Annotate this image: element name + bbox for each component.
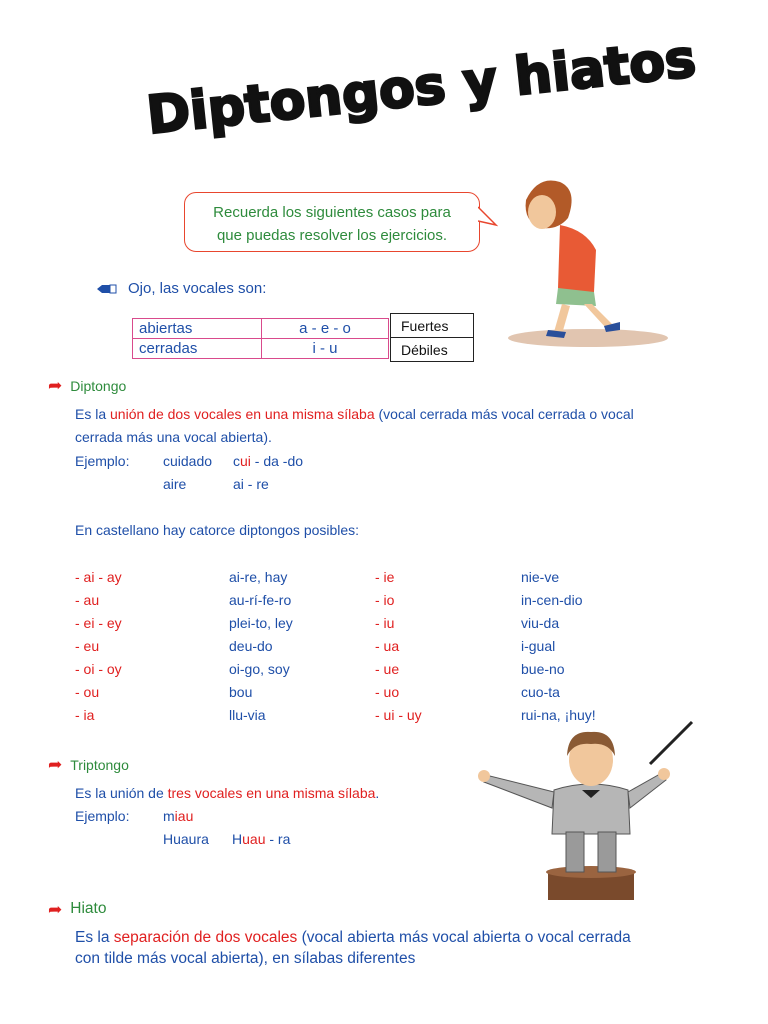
diptongo-heading [48, 377, 126, 394]
table-row [133, 319, 389, 339]
vowels-note [96, 280, 266, 297]
vowels-table [132, 318, 389, 359]
list-item: - ia llu-via - ui - uy rui-na, ¡huy! [75, 707, 596, 723]
arrow-icon: ➦ [48, 755, 63, 774]
diptongo-intro: En castellano hay catorce diptongos posibles: [75, 522, 360, 538]
list-item: - oi - oy oi-go, soy - ue bue-no [75, 661, 565, 677]
bubble-tail-icon [478, 205, 498, 229]
strength-label: Débiles [391, 338, 474, 362]
bubble-line-2: que puedas resolver los ejercicios. [216, 227, 448, 244]
diptongo-example-label: Ejemplo: [75, 453, 130, 469]
triptongo-heading [48, 756, 129, 773]
diptongo-example-word-2: aire [163, 476, 187, 492]
strength-table [390, 313, 474, 362]
triptongo-example-label: Ejemplo: [75, 808, 130, 824]
table-row [133, 339, 389, 359]
hiato-definition: Es la separación de dos vocales (vocal abierta más vocal abierta o vocal cerrada con tilde más vocal abierta), en sílabas diferentes [75, 929, 631, 967]
vowel-type: cerradas [133, 339, 262, 359]
bubble-line-1: Recuerda los siguientes casos para [213, 204, 451, 221]
triptongo-example-word-2: Huaura [163, 831, 209, 847]
svg-text:Diptongos y hiatos: Diptongos y hiatos [144, 29, 699, 147]
diptongo-heading-text: Diptongo [70, 377, 127, 394]
hiato-heading [48, 900, 106, 918]
list-item: - ou bou - uo cuo-ta [75, 684, 560, 700]
triptongo-example-word-1: miau [163, 808, 194, 824]
vowel-letters: i - u [262, 339, 389, 359]
triptongo-example-split-2: Huau - ra [232, 831, 291, 847]
diptongo-definition: Es la unión de dos vocales en una misma sílaba (vocal cerrada más vocal cerrada o vocal cerrada más una vocal abierta). [75, 406, 634, 445]
triptongo-heading-text: Triptongo [70, 756, 129, 773]
girl-illustration [498, 170, 668, 350]
strength-label: Fuertes [391, 314, 474, 338]
list-item: - ai - ay ai-re, hay - ie nie-ve [75, 569, 560, 585]
pencil-icon [96, 283, 118, 295]
conductor-illustration [470, 712, 710, 902]
hiato-heading-text: Hiato [70, 900, 107, 917]
triptongo-definition: Es la unión de tres vocales en una misma sílaba. [75, 785, 380, 801]
vowels-note-text: Ojo, las vocales son: [128, 280, 267, 297]
list-item: - au au-rí-fe-ro - io in-cen-dio [75, 592, 583, 608]
list-item: - ei - ey plei-to, ley - iu viu-da [75, 615, 560, 631]
page-title [140, 29, 699, 147]
diptongo-example-split-1: cui - da -do [233, 453, 304, 469]
arrow-icon: ➦ [48, 899, 63, 919]
list-item: - eu deu-do - ua i-gual [75, 638, 556, 654]
vowel-letters: a - e - o [262, 319, 389, 339]
speech-bubble [184, 192, 480, 252]
diptongo-example-split-2: ai - re [233, 476, 269, 492]
diptongo-list [75, 566, 596, 727]
diptongo-example-word-1: cuidado [163, 453, 213, 469]
arrow-icon: ➦ [48, 376, 63, 395]
vowel-type: abiertas [133, 319, 262, 339]
